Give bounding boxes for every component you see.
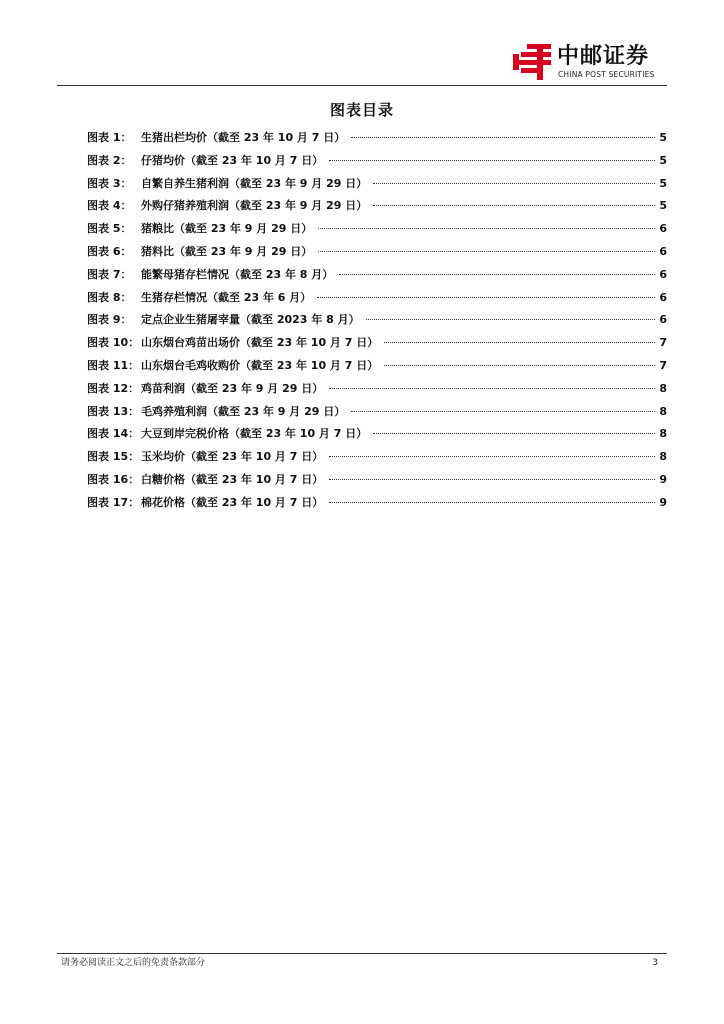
toc-entry-title: 生猪出栏均价（截至 23 年 10 月 7 日）: [141, 131, 346, 144]
toc-entry[interactable]: [87, 381, 667, 404]
toc-entry-page: 6: [659, 244, 667, 258]
company-logo: [511, 42, 671, 84]
toc-entry-label: 图表 7：: [87, 267, 132, 281]
footer-divider: [57, 953, 667, 954]
toc-entry-label: 图表 1：: [87, 131, 132, 144]
toc-entry-page: 8: [659, 381, 667, 395]
toc-entry-title: 猪粮比（截至 23 年 9 月 29 日）: [141, 222, 313, 236]
toc-entry-title: 猪料比（截至 23 年 9 月 29 日）: [141, 244, 313, 258]
toc-entry-label: 图表 9：: [87, 313, 132, 327]
toc-entry[interactable]: [87, 244, 667, 267]
toc-dot-leader: [373, 205, 655, 206]
toc-entry-page: 8: [659, 404, 667, 418]
toc-entry-label: 图表 13：: [87, 404, 140, 418]
toc-entry[interactable]: [87, 312, 667, 335]
toc-entry-title: 大豆到岸完税价格（截至 23 年 10 月 7 日）: [141, 427, 368, 441]
china-post-logo-icon: [511, 42, 555, 82]
toc-dot-leader: [318, 251, 655, 252]
toc-dot-leader: [366, 319, 655, 320]
toc-entry-label: 图表 5：: [87, 222, 132, 236]
toc-dot-leader: [329, 456, 655, 457]
toc-entry-title: 白糖价格（截至 23 年 10 月 7 日）: [141, 472, 324, 486]
toc-dot-leader: [384, 342, 655, 343]
toc-entry-page: 5: [659, 153, 667, 167]
toc-dot-leader: [329, 479, 655, 480]
toc-entry-page: 6: [659, 313, 667, 327]
toc-entry-page: 6: [659, 290, 667, 304]
toc-entry-page: 6: [659, 222, 667, 236]
toc-dot-leader: [373, 183, 655, 184]
toc-entry[interactable]: [87, 198, 667, 221]
toc-entry-title: 生猪存栏情况（截至 23 年 6 月）: [141, 290, 312, 304]
toc-entry-page: 6: [659, 267, 667, 281]
figure-list: [87, 130, 667, 518]
toc-entry[interactable]: [87, 495, 667, 518]
toc-dot-leader: [329, 160, 655, 161]
toc-dot-leader: [351, 411, 655, 412]
toc-entry-page: 9: [659, 472, 667, 486]
toc-dot-leader: [329, 502, 655, 503]
toc-entry-label: 图表 8：: [87, 290, 132, 304]
disclaimer-note: 请务必阅读正文之后的免责条款部分: [61, 958, 206, 968]
toc-entry-title: 自繁自养生猪利润（截至 23 年 9 月 29 日）: [141, 176, 368, 190]
toc-entry-page: 5: [659, 176, 667, 190]
toc-entry-title: 仔猪均价（截至 23 年 10 月 7 日）: [141, 153, 324, 167]
toc-dot-leader: [329, 388, 655, 389]
toc-entry-label: 图表 6：: [87, 244, 132, 258]
toc-entry-label: 图表 3：: [87, 176, 132, 190]
toc-entry[interactable]: [87, 426, 667, 449]
toc-entry-label: 图表 2：: [87, 153, 132, 167]
toc-entry-page: 7: [659, 336, 667, 350]
toc-entry[interactable]: [87, 221, 667, 244]
toc-dot-leader: [373, 433, 655, 434]
brand-name-en: CHINA POST SECURITIES: [558, 70, 655, 79]
toc-dot-leader: [318, 228, 655, 229]
toc-entry[interactable]: [87, 290, 667, 313]
toc-entry-label: 图表 10：: [87, 336, 140, 350]
toc-entry-title: 棉花价格（截至 23 年 10 月 7 日）: [141, 495, 324, 509]
toc-entry-label: 图表 11：: [87, 358, 140, 372]
toc-title: 图表目录: [329, 101, 394, 119]
toc-entry[interactable]: [87, 267, 667, 290]
toc-entry-label: 图表 14：: [87, 427, 140, 441]
toc-entry-title: 山东烟台毛鸡收购价（截至 23 年 10 月 7 日）: [141, 358, 379, 372]
toc-entry-title: 玉米均价（截至 23 年 10 月 7 日）: [141, 450, 324, 464]
toc-entry[interactable]: [87, 449, 667, 472]
toc-entry[interactable]: [87, 153, 667, 176]
toc-entry[interactable]: [87, 404, 667, 427]
toc-entry-page: 8: [659, 450, 667, 464]
toc-entry-page: 7: [659, 358, 667, 372]
brand-name-cn: 中邮证券: [557, 44, 650, 69]
toc-dot-leader: [351, 137, 655, 138]
toc-entry-page: 9: [659, 495, 667, 509]
toc-dot-leader: [384, 365, 655, 366]
toc-dot-leader: [317, 297, 655, 298]
page-number: 3: [652, 958, 658, 968]
toc-entry-page: 5: [659, 131, 667, 144]
page-header: [0, 0, 724, 90]
toc-entry[interactable]: [87, 130, 667, 153]
toc-entry-title: 能繁母猪存栏情况（截至 23 年 8 月）: [141, 267, 334, 281]
toc-entry-label: 图表 16：: [87, 472, 140, 486]
toc-entry-title: 鸡苗利润（截至 23 年 9 月 29 日）: [141, 381, 324, 395]
toc-entry-label: 图表 12：: [87, 381, 140, 395]
toc-entry-title: 山东烟台鸡苗出场价（截至 23 年 10 月 7 日）: [141, 336, 379, 350]
toc-entry[interactable]: [87, 358, 667, 381]
toc-entry[interactable]: [87, 335, 667, 358]
toc-entry-page: 8: [659, 427, 667, 441]
toc-entry-title: 外购仔猪养殖利润（截至 23 年 9 月 29 日）: [141, 199, 368, 213]
toc-entry-label: 图表 17：: [87, 495, 140, 509]
toc-entry-page: 5: [659, 199, 667, 213]
toc-entry-title: 定点企业生猪屠宰量（截至 2023 年 8 月）: [141, 313, 360, 327]
toc-entry[interactable]: [87, 176, 667, 199]
toc-entry-label: 图表 15：: [87, 450, 140, 464]
toc-entry-title: 毛鸡养殖利润（截至 23 年 9 月 29 日）: [141, 404, 346, 418]
toc-entry[interactable]: [87, 472, 667, 495]
toc-entry-label: 图表 4：: [87, 199, 132, 213]
toc-dot-leader: [339, 274, 655, 275]
header-divider: [57, 85, 667, 86]
